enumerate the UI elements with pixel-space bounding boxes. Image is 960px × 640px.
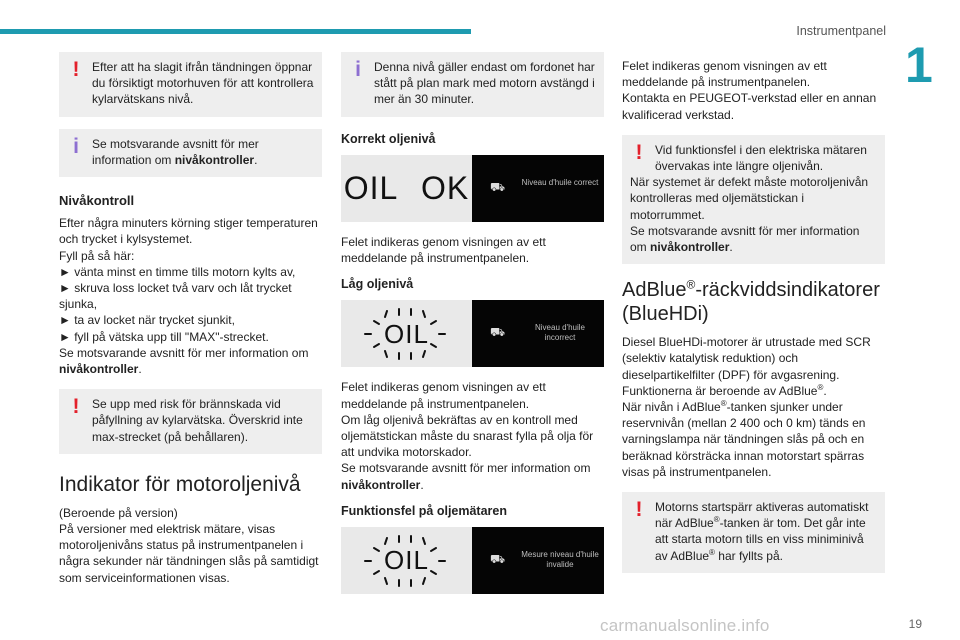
heading-correct-level: Korrekt oljenivå [341, 131, 436, 146]
warning-box-start-lock [622, 492, 885, 573]
warning-text: När systemet är defekt måste motoroljenivån kontrolleras med oljemätstickan i motorrummet. [630, 175, 869, 222]
figure-oil-ok [341, 155, 604, 222]
step-item: ► vänta minst en timme tills motorn kylts av, [59, 264, 296, 279]
figure-oil-fault [341, 527, 604, 594]
info-text: Denna nivå gäller endast om fordonet har stått på plan mark med motorn avstängd i mer än 30 minuter. [374, 60, 595, 107]
car-icon: ⛟ [490, 552, 506, 567]
cluster-message-panel [472, 300, 604, 367]
cluster-message-panel [472, 527, 604, 594]
oil-fault-display: OIL [341, 527, 472, 594]
info-text: Se motsvarande avsnitt för mer information om [92, 136, 259, 167]
warning-text: Se upp med risk för brännskada vid påfyllning av kylarvätska. Överskrid inte max-strecket (på behållaren). [92, 397, 303, 444]
body-line: Felet indikeras genom visningen av ett meddelande på instrumentpanelen. [622, 59, 827, 90]
body-line: Kontakta en PEUGEOT-verkstad eller en annan kvalificerad verkstad. [622, 91, 877, 122]
cluster-message: Mesure niveau d'huile invalide [521, 550, 599, 570]
body-line: Felet indikeras genom visningen av ett meddelande på instrumentpanelen. [341, 380, 546, 411]
warning-text: Motorns startspärr aktiveras automatiskt när AdBlue®-tanken är tom. Det går inte att starta motorn tills en viss miniminivå av AdBlue® har fyllts på. [655, 500, 869, 563]
figure-oil-low [341, 300, 604, 367]
exclamation-warning-icon: ! [635, 498, 643, 522]
warning-text: Efter att ha slagit ifrån tändningen öppnar du försiktigt motorhuven för att kontrollera kylarvätskans nivå. [92, 60, 314, 107]
oil-low-display: OIL [341, 300, 472, 367]
step-item: ► skruva loss locket två varv och låt trycket sjunka, [59, 281, 292, 312]
car-icon: ⛟ [490, 325, 506, 340]
body-reference: Se motsvarande avsnitt för mer information om nivåkontroller. [341, 461, 591, 492]
body-line: (Beroende på version) [59, 505, 178, 520]
column-2 [341, 52, 604, 606]
info-box-level-check: i Se motsvarande avsnitt för mer information om nivåkontroller. [59, 129, 322, 177]
step-item: ► fyll på vätska upp till "MAX"-strecket. [59, 329, 269, 344]
section-heading-adblue: AdBlue®-räckviddsindikatorer (BlueHDi) [622, 277, 880, 326]
section-heading-oil-indicator: Indikator för motoroljenivå [59, 472, 301, 496]
body-line: Fyll på så här: [59, 248, 135, 263]
body-line: Felet indikeras genom visningen av ett meddelande på instrumentpanelen. [341, 234, 546, 266]
info-box-flat-ground [341, 52, 604, 117]
body-line: Om låg oljenivå bekräftas av en kontroll med oljemätstickan måste du snarast fylla på olja för att undvika motorskador. [341, 412, 594, 460]
body-line: Diesel BlueHDi-motorer är utrustade med SCR (selektiv katalytisk reduktion) och dieselpartikelfilter (DPF) för avgasrening. Funktionerna är beroende av AdBlue®. [622, 335, 871, 398]
oil-ok-display: OIL OK [341, 155, 472, 222]
warning-text: Vid funktionsfel i den elektriska mätaren övervakas inte längre oljenivån. [655, 142, 867, 174]
page-number: 19 [908, 617, 922, 631]
column-1 [59, 52, 322, 586]
warning-box-burn [59, 389, 322, 454]
body-line: Efter några minuters körning stiger temperaturen och trycket i kylsystemet. [59, 216, 318, 247]
heading-low-level: Låg oljenivå [341, 277, 414, 292]
section-heading-level-check: Nivåkontroll [59, 193, 135, 209]
warning-box-gauge-fault [622, 135, 885, 264]
body-line: När nivån i AdBlue®-tanken sjunker under reservnivån (mellan 2 400 och 0 km) tänds en varningslampa när tändningen slås på och en beräknad körsträcka innan motorstart spärras visas på instrumentpanelen. [622, 399, 866, 479]
body-line: På versioner med elektrisk mätare, visas motoroljenivåns status på instrumentpanelen i några sekunder när tändningen slås på samtidigt som serviceinformationen visas. [59, 522, 319, 585]
step-item: ► ta av locket när trycket sjunkit, [59, 313, 235, 328]
info-icon: i [355, 58, 361, 81]
watermark: carmanualsonline.info [600, 616, 770, 635]
heading-gauge-fault: Funktionsfel på oljemätaren [341, 503, 508, 518]
cluster-message-panel [472, 155, 604, 222]
info-link-term: nivåkontroller [174, 152, 255, 167]
body-reference: Se motsvarande avsnitt för mer information om nivåkontroller. [59, 345, 309, 377]
warning-box-hood [59, 52, 322, 117]
cluster-message: Niveau d'huile correct [521, 177, 599, 187]
exclamation-warning-icon: ! [635, 140, 643, 164]
column-3 [622, 58, 885, 585]
info-icon: i [73, 134, 79, 158]
exclamation-warning-icon: ! [72, 58, 80, 81]
chapter-number: 1 [905, 37, 933, 93]
header-title: Instrumentpanel [796, 24, 886, 38]
exclamation-warning-icon: ! [72, 395, 80, 419]
warning-reference: Se motsvarande avsnitt för mer information om nivåkontroller. [630, 223, 860, 255]
header-accent-bar [0, 29, 471, 34]
car-icon: ⛟ [490, 179, 506, 194]
cluster-message: Niveau d'huile incorrect [534, 323, 585, 343]
